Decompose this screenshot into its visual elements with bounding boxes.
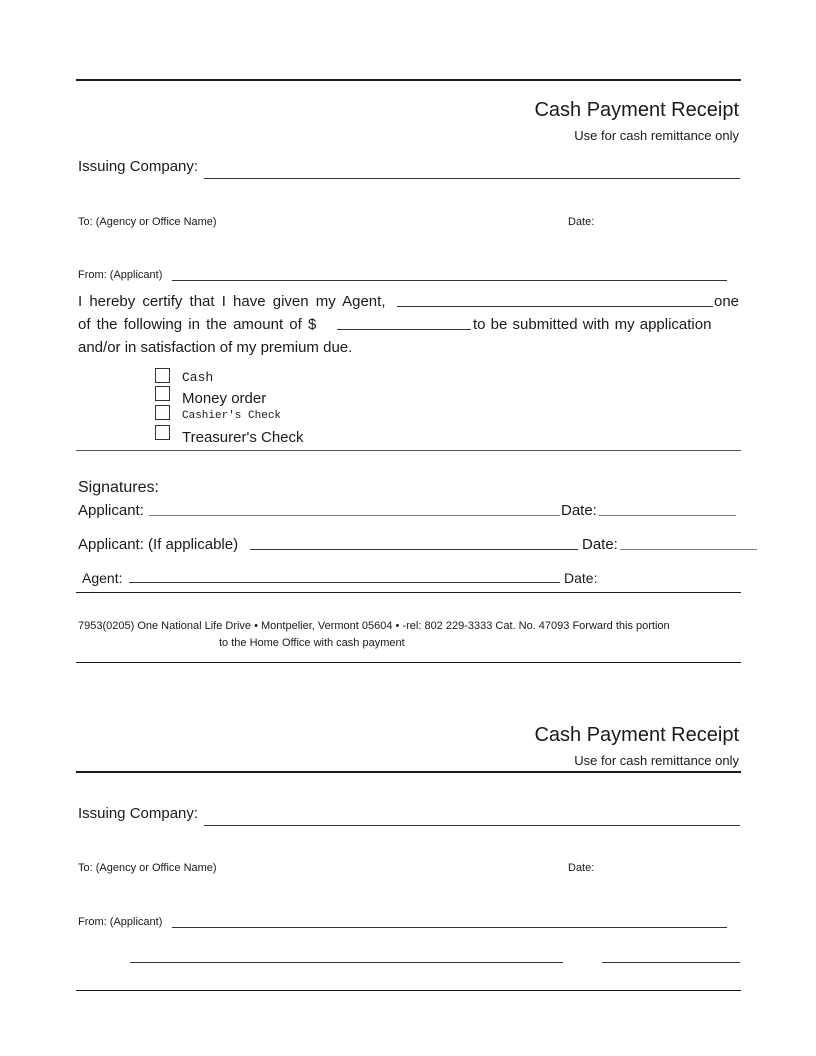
from-applicant-field-copy[interactable] <box>172 927 727 928</box>
certify-text-2a: of the following in the amount of $ <box>78 316 317 333</box>
from-applicant-label: From: (Applicant) <box>78 269 163 281</box>
footer-rule <box>76 662 741 663</box>
agent-signature-label: Agent: <box>82 570 123 586</box>
footer-line-2: to the Home Office with cash payment <box>219 637 405 649</box>
agent-name-field[interactable] <box>397 306 713 307</box>
certify-text-1: I hereby certify that I have given my Agent, <box>78 293 386 310</box>
receipt-title: Cash Payment Receipt <box>534 99 739 121</box>
agent-date-label: Date: <box>564 570 598 586</box>
agent-signature-field[interactable] <box>129 582 560 583</box>
money-order-checkbox[interactable] <box>155 386 170 401</box>
cash-checkbox[interactable] <box>155 368 170 383</box>
receipt-subtitle: Use for cash remittance only <box>574 128 739 143</box>
applicant2-date-field[interactable] <box>620 549 757 550</box>
applicant2-signature-field[interactable] <box>250 549 578 550</box>
receipt-subtitle-copy: Use for cash remittance only <box>574 753 739 768</box>
applicant-signature-label: Applicant: <box>78 502 144 519</box>
signature-field-copy[interactable] <box>130 962 563 963</box>
certify-text-3: and/or in satisfaction of my premium due. <box>78 339 353 356</box>
to-agency-label: To: (Agency or Office Name) <box>78 216 217 228</box>
bottom-rule <box>76 990 741 991</box>
section-divider <box>76 450 741 451</box>
money-order-option-label: Money order <box>182 390 267 407</box>
from-applicant-field[interactable] <box>172 280 727 281</box>
copy-top-rule <box>76 771 741 773</box>
signatures-rule <box>76 592 741 593</box>
issuing-company-label: Issuing Company: <box>78 158 199 175</box>
certify-text-2b: to be submitted with my application <box>473 316 712 333</box>
issuing-company-label-copy: Issuing Company: <box>78 805 199 822</box>
applicant-date-label: Date: <box>561 502 597 519</box>
applicant2-date-label: Date: <box>582 536 618 553</box>
to-agency-label-copy: To: (Agency or Office Name) <box>78 862 217 874</box>
applicant-date-field[interactable] <box>599 515 736 516</box>
treasurers-check-checkbox[interactable] <box>155 425 170 440</box>
certify-line-1 <box>78 290 740 313</box>
issuing-company-field-copy[interactable] <box>204 825 740 826</box>
date-label: Date: <box>568 216 595 228</box>
applicant2-signature-label: Applicant: (If applicable) <box>78 536 239 553</box>
from-applicant-label-copy: From: (Applicant) <box>78 916 163 928</box>
date-label-copy: Date: <box>568 862 595 874</box>
date-field-copy[interactable] <box>602 962 740 963</box>
top-rule <box>76 79 741 81</box>
footer-line-1: 7953(0205) One National Life Drive • Montpelier, Vermont 05604 • -rel: 802 229-3333 Cat. No. 47093 Forward this portion <box>78 620 670 632</box>
receipt-title-copy: Cash Payment Receipt <box>534 724 739 746</box>
issuing-company-field[interactable] <box>204 178 740 179</box>
applicant-signature-field[interactable] <box>149 515 560 516</box>
cashiers-check-checkbox[interactable] <box>155 405 170 420</box>
amount-field[interactable] <box>337 329 471 330</box>
signatures-heading: Signatures: <box>78 479 159 496</box>
cash-option-label: Cash <box>182 370 214 385</box>
treasurers-check-option-label: Treasurer's Check <box>182 429 304 446</box>
certify-text-1-end: one <box>714 293 740 310</box>
cashiers-check-option-label: Cashier's Check <box>182 410 282 422</box>
